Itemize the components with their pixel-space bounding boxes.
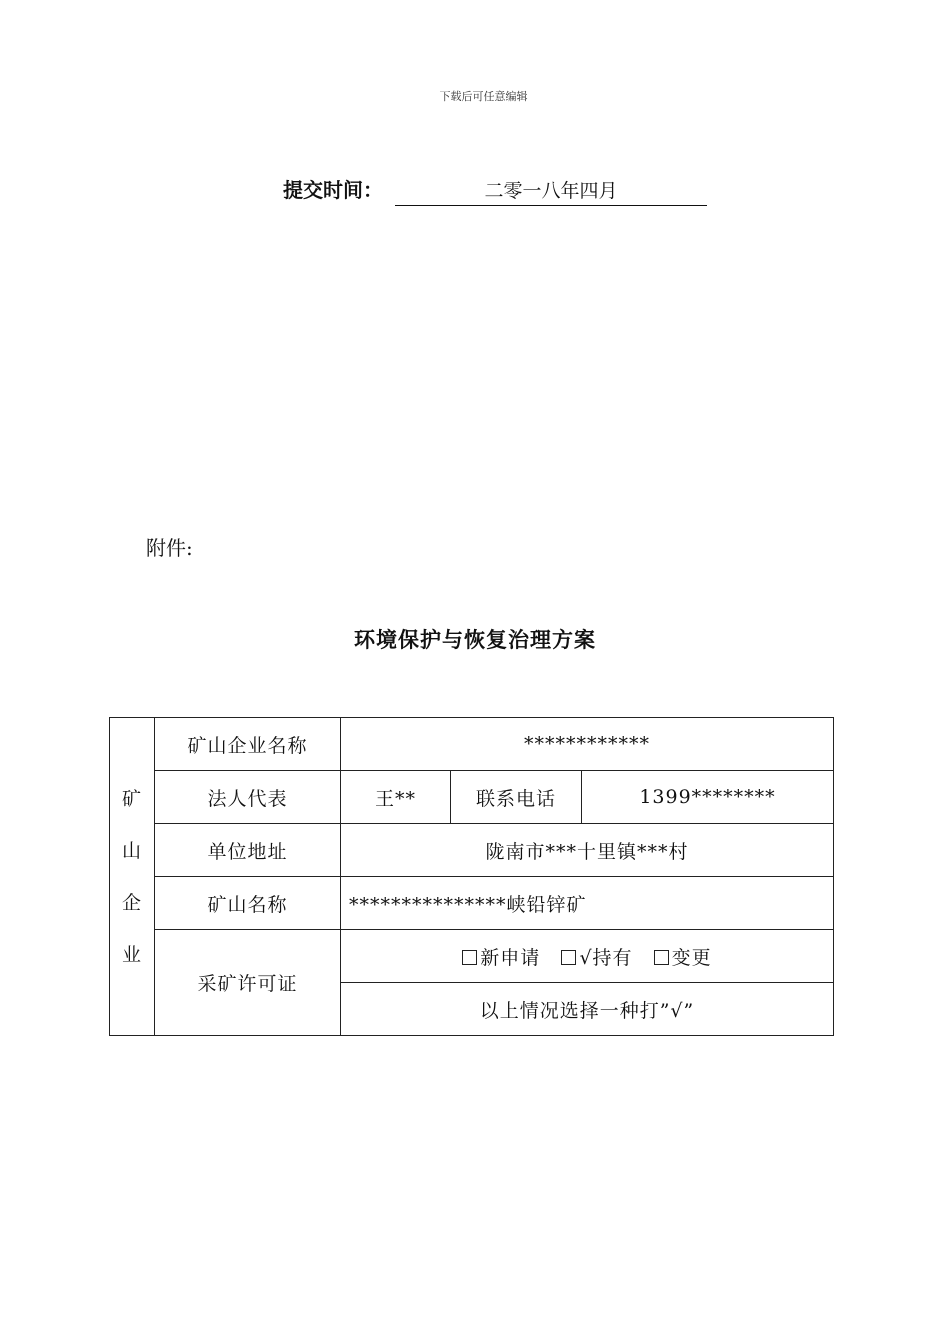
side-label [110, 718, 155, 1036]
address-label: 单位地址 [155, 824, 341, 877]
submit-time-row [283, 174, 707, 206]
attachment-label: 附件: [146, 536, 193, 560]
address-value: 陇南市***十里镇***村 [341, 824, 834, 877]
side-label-char: 矿 [121, 787, 142, 810]
submit-time-label: 提交时间： [283, 178, 383, 202]
phone-label: 联系电话 [451, 771, 582, 824]
legal-rep-label: 法人代表 [155, 771, 341, 824]
mine-info-table [109, 717, 834, 1036]
table-row [110, 718, 834, 771]
license-label: 采矿许可证 [155, 930, 341, 1036]
mine-name-value: ***************峡铅锌矿 [341, 877, 834, 930]
checkbox-hold[interactable] [561, 950, 576, 965]
header-note: 下载后可任意编辑 [439, 90, 528, 103]
table-row [110, 877, 834, 930]
mine-name-label: 矿山名称 [155, 877, 341, 930]
option-hold-label: √持有 [579, 946, 633, 969]
option-new-label: 新申请 [480, 946, 541, 969]
table-row [110, 824, 834, 877]
submit-time-value: 二零一八年四月 [395, 176, 707, 206]
phone-value: 1399******** [582, 771, 834, 824]
side-label-char: 企 [121, 891, 142, 914]
company-name-label: 矿山企业名称 [155, 718, 341, 771]
side-label-char: 山 [121, 839, 142, 862]
side-label-char: 业 [121, 943, 142, 966]
company-name-value: ************ [341, 718, 834, 771]
license-note: 以上情况选择一种打”√” [341, 983, 834, 1036]
document-title: 环境保护与恢复治理方案 [354, 628, 596, 652]
checkbox-new[interactable] [462, 950, 477, 965]
table-row [110, 771, 834, 824]
table-row [110, 930, 834, 983]
option-change-label: 变更 [671, 946, 712, 969]
license-options [341, 930, 834, 983]
legal-rep-value: 王** [341, 771, 451, 824]
checkbox-change[interactable] [654, 950, 669, 965]
